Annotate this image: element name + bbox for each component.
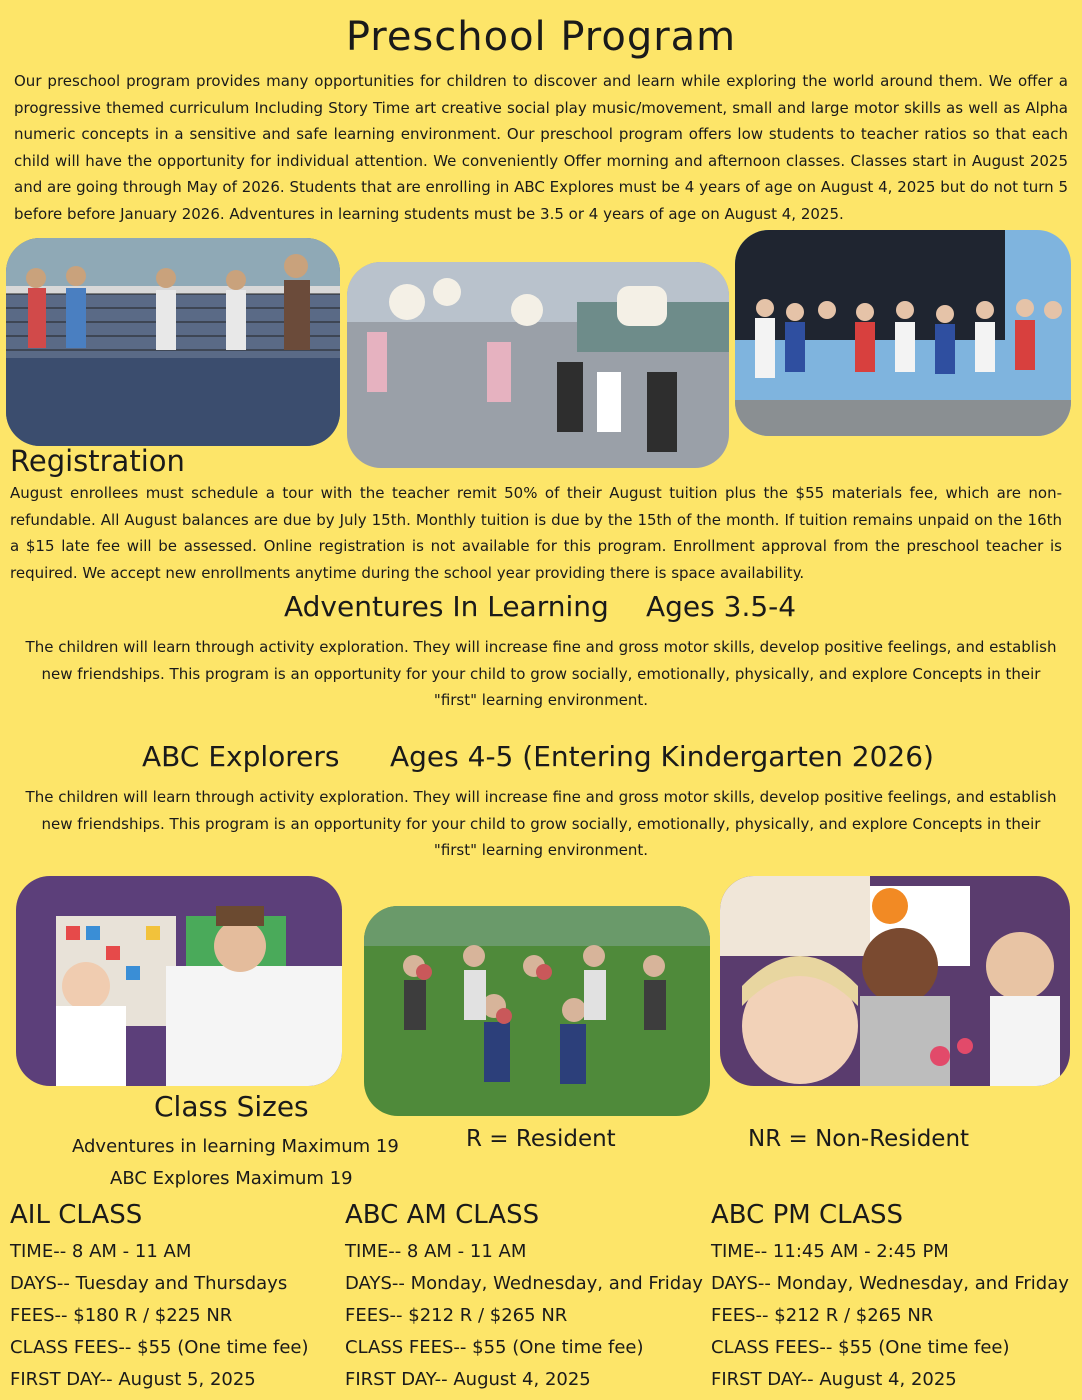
class-size-abc: ABC Explores Maximum 19 <box>110 1168 353 1189</box>
class-size-ail: Adventures in learning Maximum 19 <box>72 1136 399 1157</box>
abc-am-class-time: TIME-- 8 AM - 11 AM <box>345 1241 527 1262</box>
photo-kids-on-grass <box>364 906 710 1116</box>
photo-group-with-police-car <box>735 230 1071 436</box>
abc-am-class-fees: FEES-- $212 R / $265 NR <box>345 1305 568 1326</box>
ail-ages: Ages 3.5-4 <box>646 590 797 623</box>
ail-class-days: DAYS-- Tuesday and Thursdays <box>10 1273 288 1294</box>
photo-tennis-court <box>6 238 340 446</box>
abc-am-class-class-fees: CLASS FEES-- $55 (One time fee) <box>345 1337 644 1358</box>
page-title: Preschool Program <box>345 14 737 60</box>
abc-pm-class-heading: ABC PM CLASS <box>711 1200 903 1230</box>
photo-doctor-visit <box>16 876 342 1086</box>
abc-pm-class-time: TIME-- 11:45 AM - 2:45 PM <box>711 1241 949 1262</box>
intro-paragraph: Our preschool program provides many opportunities for children to discover and learn while exploring the world around them. We offer a progressive themed curriculum Including Story Time art creative social play music/movement, small and large motor skills as well as Alpha numeric concepts in a sensitive and safe learning environment. Our preschool program offers low students to teacher ratios so that each child will have the opportunity for individual attention. We conveniently Offer morning and afternoon classes. Classes start in August 2025 and are going through May of 2026. Students that are enrolling in ABC Explores must be 4 years of age on August 4, 2025 but do not turn 5 before before January 2026. Adventures in learning students must be 3.5 or 4 years of age on August 4, 2025. <box>14 72 1068 223</box>
photo-girls-smiling <box>720 876 1070 1086</box>
ail-heading: Adventures In Learning <box>284 590 609 623</box>
ail-class-fees: FEES-- $180 R / $225 NR <box>10 1305 233 1326</box>
abc-pm-class-fees: FEES-- $212 R / $265 NR <box>711 1305 934 1326</box>
ail-class-column <box>10 1200 340 1396</box>
ail-description: The children will learn through activity exploration. They will increase fine and gross motor skills, develop positive feelings, and establish new friendships. This program is an opportunity for your child to grow socially, emotionally, physically, and explore Concepts in their "first" learning environment. <box>25 638 1057 709</box>
abc-description: The children will learn through activity exploration. They will increase fine and gross motor skills, develop positive feelings, and establish new friendships. This program is an opportunity for your child to grow socially, emotionally, physically, and explore Concepts in their "first" learning environment. <box>25 788 1057 859</box>
abc-am-class-column <box>345 1200 705 1396</box>
abc-pm-class-days: DAYS-- Monday, Wednesday, and Friday <box>711 1273 1069 1294</box>
abc-pm-class-first-day: FIRST DAY-- August 4, 2025 <box>711 1369 957 1390</box>
ail-class-first-day: FIRST DAY-- August 5, 2025 <box>10 1369 256 1390</box>
legend-non-resident: NR = Non-Resident <box>748 1126 970 1152</box>
photo-kids-with-drawings <box>347 262 729 468</box>
class-sizes-heading: Class Sizes <box>154 1090 309 1123</box>
legend-resident: R = Resident <box>466 1126 616 1152</box>
registration-heading: Registration <box>10 444 185 478</box>
registration-text: August enrollees must schedule a tour with the teacher remit 50% of their August tuition plus the $55 materials fee, which are non-refundable. All August balances are due by July 15th. Monthly tuition is due by the 15th of the month. If tuition remains unpaid on the 16th a $15 late fee will be assessed. Online registration is not available for this program. Enrollment approval from the preschool teacher is required. We accept new enrollments anytime during the school year providing there is space availability. <box>10 484 1062 582</box>
abc-am-class-heading: ABC AM CLASS <box>345 1200 540 1230</box>
abc-pm-class-column <box>711 1200 1073 1396</box>
ail-class-class-fees: CLASS FEES-- $55 (One time fee) <box>10 1337 309 1358</box>
abc-ages: Ages 4-5 (Entering Kindergarten 2026) <box>390 740 934 773</box>
ail-class-heading: AIL CLASS <box>10 1200 143 1230</box>
ail-class-time: TIME-- 8 AM - 11 AM <box>10 1241 192 1262</box>
abc-heading: ABC Explorers <box>142 740 340 773</box>
abc-am-class-first-day: FIRST DAY-- August 4, 2025 <box>345 1369 591 1390</box>
abc-am-class-days: DAYS-- Monday, Wednesday, and Friday <box>345 1273 703 1294</box>
abc-pm-class-class-fees: CLASS FEES-- $55 (One time fee) <box>711 1337 1010 1358</box>
